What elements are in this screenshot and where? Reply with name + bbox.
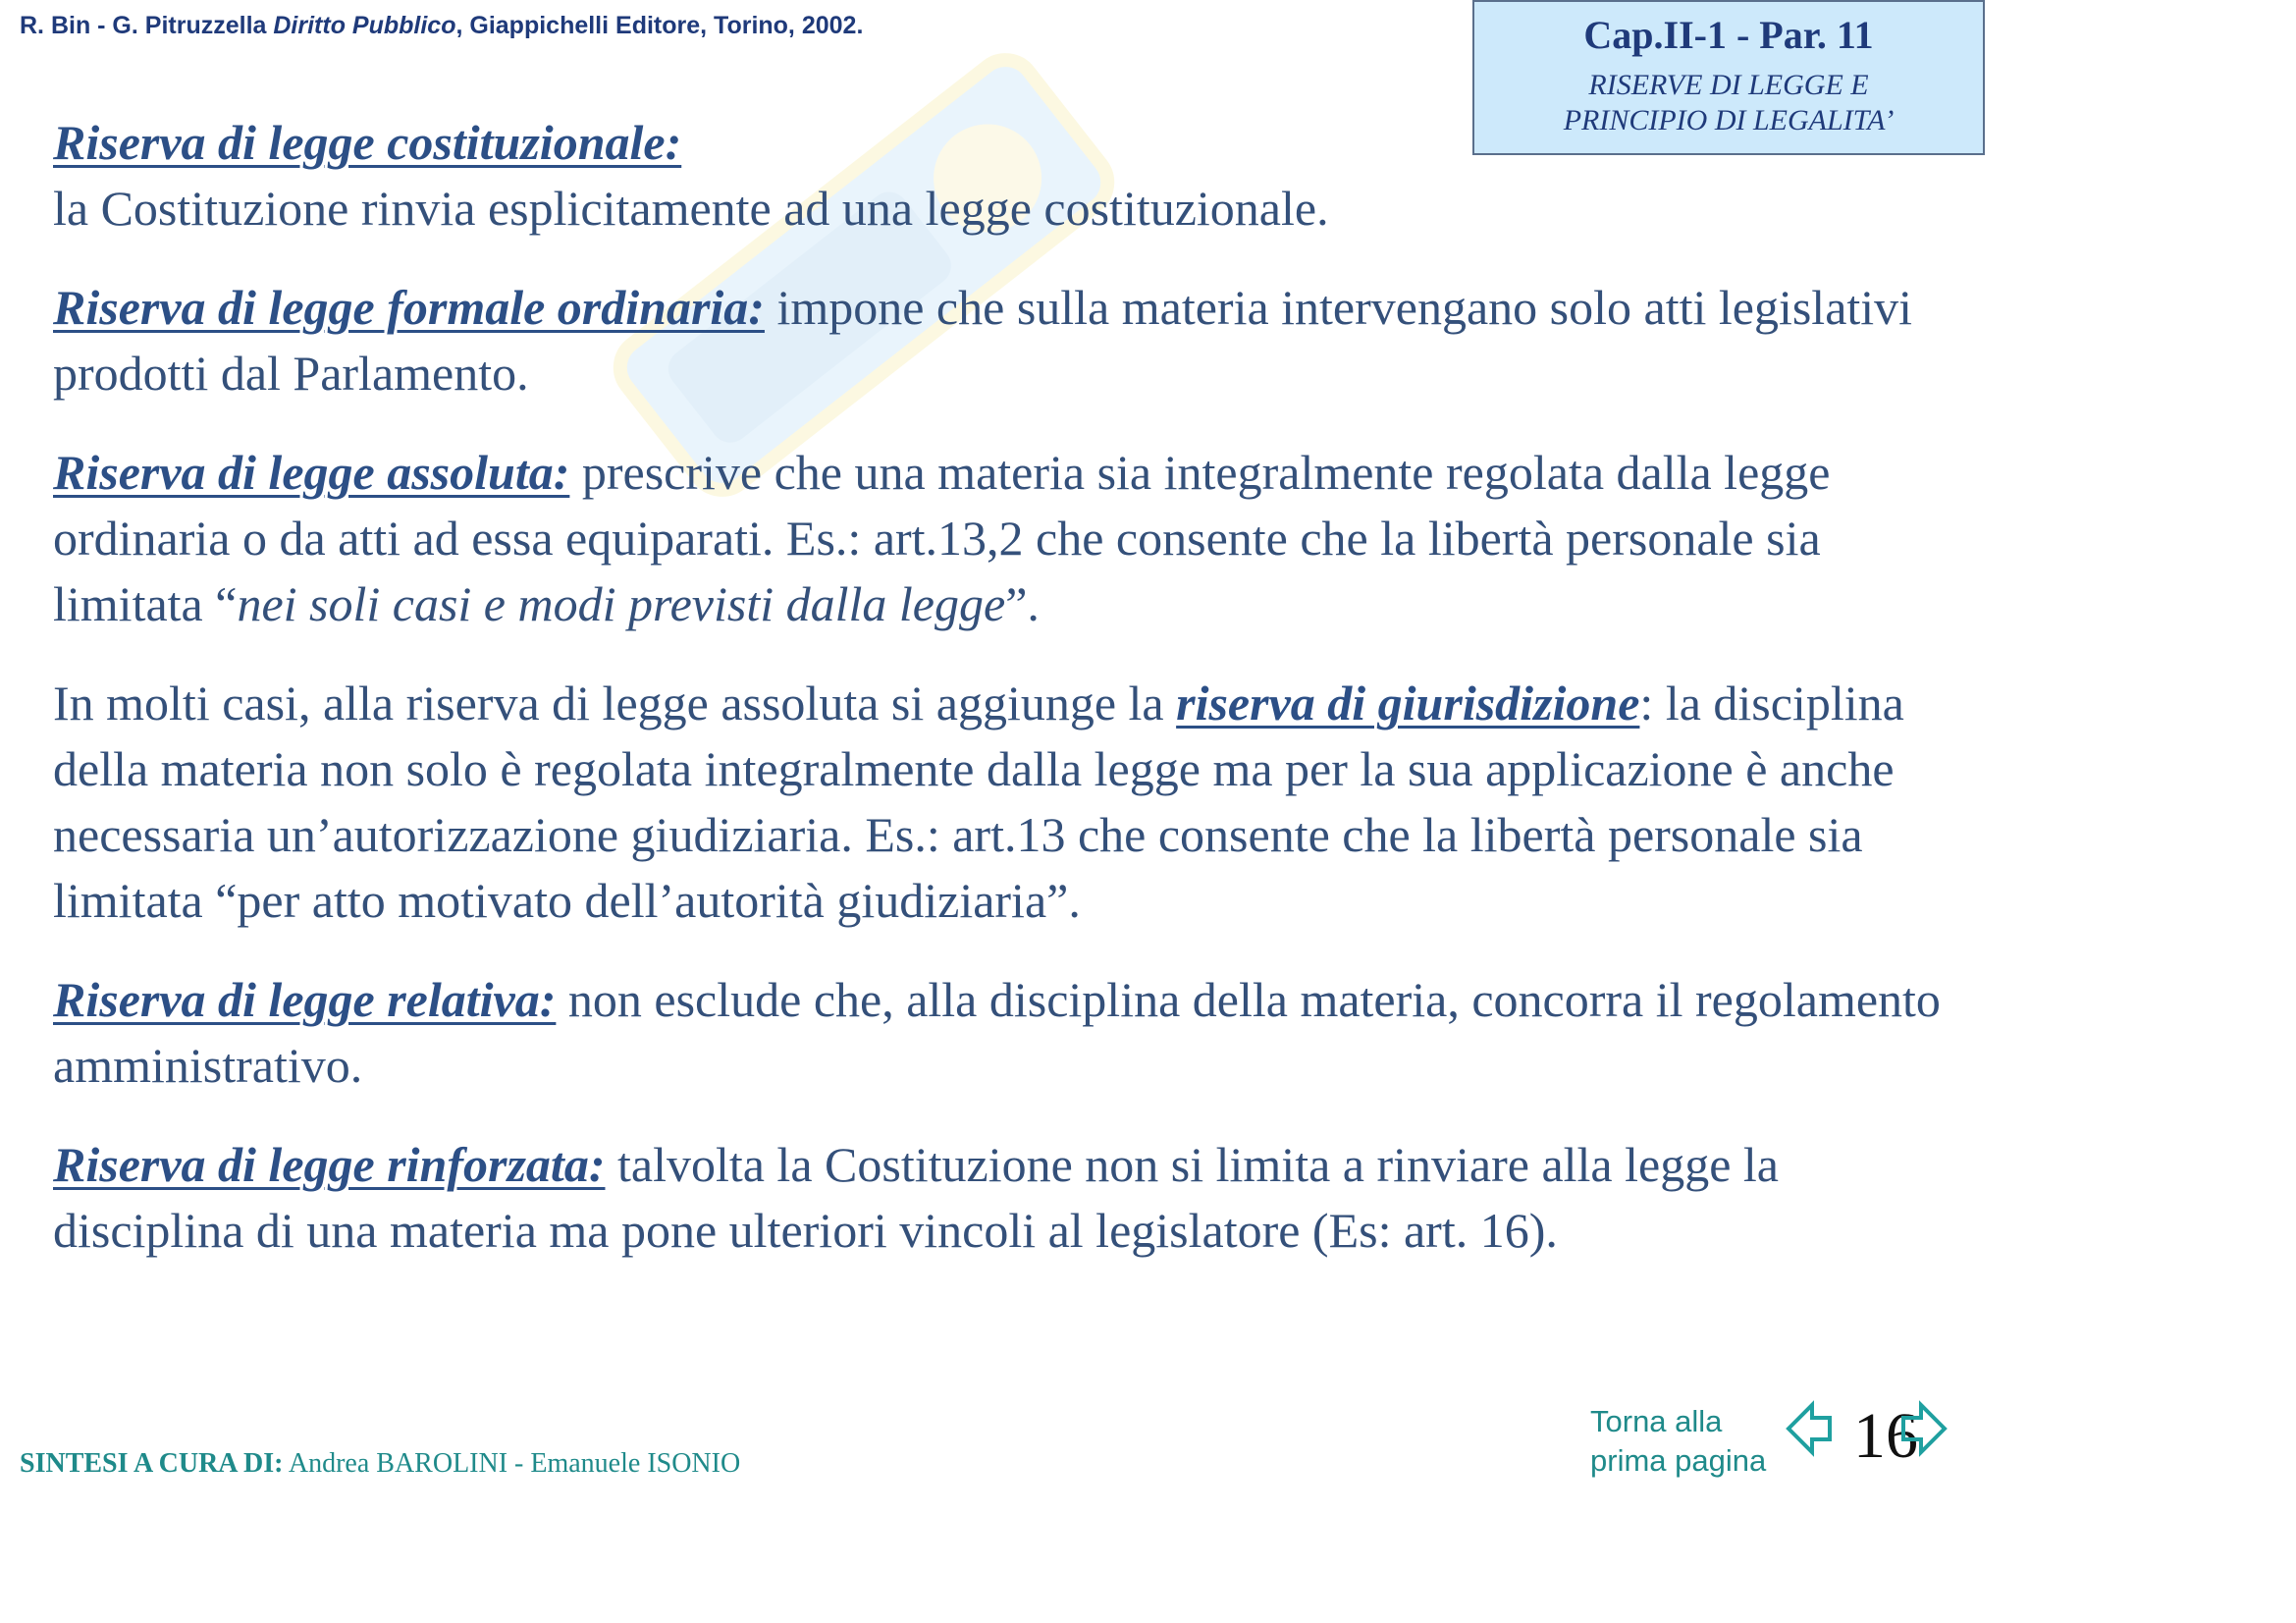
paragraph-relativa: Riserva di legge relativa: non esclude che, alla disciplina della materia, concorra il regolamento amministrativo.	[53, 972, 1941, 1093]
chapter-label: Cap.II-1 - Par. 11	[1583, 13, 1874, 57]
quote-text: nei soli casi e modi previsti dalla legge	[237, 576, 1006, 631]
term-formale-ordinaria: Riserva di legge formale ordinaria:	[53, 280, 765, 335]
term-rinforzata: Riserva di legge rinforzata:	[53, 1137, 606, 1192]
term-relativa: Riserva di legge relativa:	[53, 972, 557, 1027]
arrow-right-icon[interactable]	[1899, 1399, 1949, 1458]
paragraph-costituzionale: Riserva di legge costituzionale: la Costituzione rinvia esplicitamente ad una legge costituzionale.	[53, 115, 1329, 236]
paragraph-formale-ordinaria: Riserva di legge formale ordinaria: impone che sulla materia intervengano solo atti legislativi prodotti dal Parlamento.	[53, 280, 1913, 401]
paragraph-assoluta: Riserva di legge assoluta: prescrive che una materia sia integralmente regolata dalla legge ordinaria o da atti ad essa equiparati. Es.: art.13,2 che consente che la libertà personale sia limitata “nei soli casi e modi previsti dalla legge”.	[53, 445, 1831, 631]
main-content	[53, 110, 1977, 1297]
term-giurisdizione: riserva di giurisdizione	[1176, 676, 1640, 730]
book-title: Diritto Pubblico	[273, 12, 456, 39]
book-reference: R. Bin - G. Pitruzzella Diritto Pubblico, Giappichelli Editore, Torino, 2002.	[20, 12, 864, 39]
page-number: 16	[1853, 1400, 1918, 1472]
paragraph-rinforzata: Riserva di legge rinforzata: talvolta la Costituzione non si limita a rinviare alla legge la disciplina di una materia ma pone ulteriori vincoli al legislatore (Es: art. 16).	[53, 1137, 1779, 1258]
credits-label: SINTESI A CURA DI:	[20, 1448, 284, 1479]
back-to-first-page-link[interactable]: Torna alla prima pagina	[1590, 1404, 1767, 1478]
term-assoluta: Riserva di legge assoluta:	[53, 445, 570, 500]
chapter-subtitle: RISERVE DI LEGGE E PRINCIPIO DI LEGALITA’	[1563, 69, 1895, 136]
term-costituzionale: Riserva di legge costituzionale:	[53, 115, 682, 170]
arrow-left-icon[interactable]	[1785, 1399, 1834, 1458]
credits	[20, 1448, 740, 1480]
paragraph-giurisdizione: In molti casi, alla riserva di legge assoluta si aggiunge la riserva di giurisdizione: la disciplina della materia non solo è regolata integralmente dalla legge ma per la sua applicazione è anche necessaria un’autorizzazione giudiziaria. Es.: art.13 che consente che la libertà personale sia limitata “per atto motivato dell’autorità giudiziaria”.	[53, 676, 1904, 928]
credits-names: Andrea BAROLINI - Emanuele ISONIO	[283, 1448, 741, 1479]
